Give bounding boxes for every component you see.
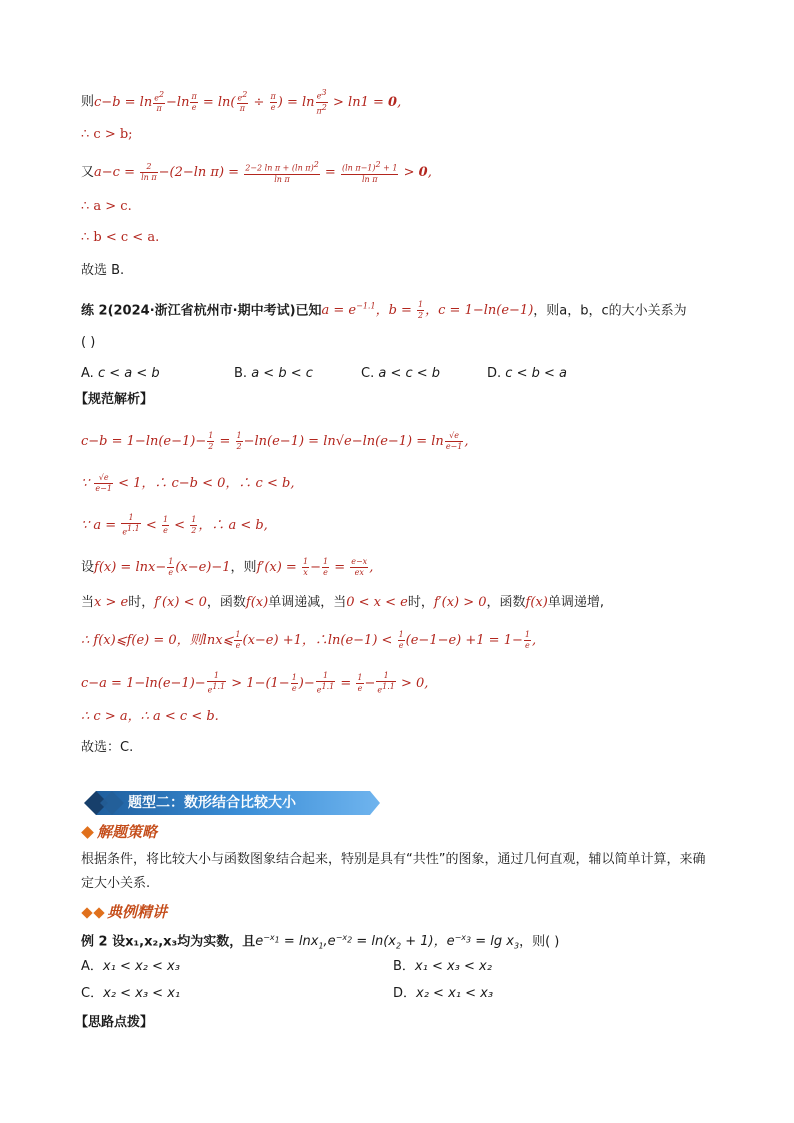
example-heading: 典例精讲 — [83, 902, 167, 922]
option-c: C. a < c < b — [361, 366, 441, 381]
option-b: B. a < b < c — [234, 366, 313, 381]
analysis-line-1: c−b = 1−ln(e−1)− $\frac{1}{2}$ = $\frac{1}{2}$ −ln(e−1) = ln√e−ln(e−1) = ln $\frac{√e}{e-1}$ , — [81, 431, 469, 451]
analysis-line-3: ∵ a = $\frac{1}{e^{1.1}}$ < $\frac{1}{e}$ < $\frac{1}{2}$ ，∴ a < b, — [81, 513, 268, 537]
example-option-d: D．x₂ < x₁ < x₃ — [393, 986, 494, 1001]
analysis-line-7: c−a = 1−ln(e−1)− $\frac{1}{e^{1.1}}$ > 1−(1− $\frac{1}{e}$ )− $\frac{1}{e^{1.1}}$ = $\frac{1}{e}$ − $\frac{1}{e^{1.1}}$ > 0, — [81, 671, 429, 695]
diamond-icon — [81, 907, 92, 918]
answer-c: 故选：C. — [81, 740, 134, 755]
example-2-stem: 例 2 设x₁,x₂,x₃均为实数，且$e^{-x_1} = \ln x_1,e^{-x_2} = \ln(x_2 + 1)$，$e^{-x_3} = \lg x_3$，则( ) — [81, 933, 560, 951]
analysis-line-8: ∴ c > a，∴ a < c < b. — [81, 709, 219, 724]
strategy-heading: 解题策略 — [83, 822, 157, 842]
analysis-title: 【规范解析】 — [75, 392, 154, 407]
line-a-minus-c: 又a−c = $\frac{2}{\text{ln π}}$ −(2−ln π) = $\frac{2-2 \ln \pi + (\ln \pi)^2}{\text{ln π}}$ = $\frac{(\ln \pi-1)^2 + 1}{\text{ln π}}$ > 0, — [81, 160, 432, 184]
analysis-line-2: ∵ $\frac{√e}{e-1}$ < 1，∴ c−b < 0，∴ c < b, — [81, 473, 295, 493]
diamond-icon — [93, 907, 104, 918]
option-d: D. c < b < a — [487, 366, 567, 381]
answer-b: 故选 B. — [81, 263, 125, 278]
analysis-line-5: 当x > e时，f′(x) < 0，函数f(x)单调递减，当0 < x < e时，f′(x) > 0，函数f(x)单调递增, — [81, 595, 604, 610]
hint-title: 【思路点拨】 — [75, 1015, 154, 1030]
analysis-line-4: 设f(x) = lnx− $\frac{1}{e}$ (x−e)−1，则f′(x) = $\frac{1}{x}$ − $\frac{1}{e}$ = $\frac{e-x}{ex}$ , — [81, 557, 374, 577]
line-c-gt-b: ∴ c > b; — [81, 127, 133, 142]
example-option-a: A．x₁ < x₂ < x₃ — [81, 959, 180, 974]
banner-title: 题型二：数形结合比较大小 — [128, 795, 296, 811]
strategy-text: 根据条件，将比较大小与函数图象结合起来，特别是具有“共性”的图象，通过几何直观，辅以简单计算，来确定大小关系. — [81, 852, 706, 891]
exercise-2-paren: ( ) — [81, 335, 96, 350]
line-b-lt-c-lt-a: ∴ b < c < a. — [81, 230, 160, 245]
example-option-b: B．x₁ < x₃ < x₂ — [393, 959, 492, 974]
line-a-gt-c: ∴ a > c. — [81, 199, 132, 214]
line-c-minus-b: 则c−b = ln $\frac{e^2}{\pi}$ −ln $\frac{\pi}{e}$ = ln( $\frac{e^2}{\pi}$ ÷ $\frac{\pi}{e}$ ) = ln $\frac{e^3}{\pi^2}$ > ln1 = 0, — [81, 88, 402, 116]
analysis-line-6: ∴ f(x)⩽f(e) = 0，则lnx⩽ $\frac{1}{e}$ (x−e) +1，∴ln(e−1) < $\frac{1}{e}$ (e−1−e) +1 = 1− $\frac{1}{e}$ , — [81, 630, 537, 650]
option-a: A. c < a < b — [81, 366, 160, 381]
exercise-2-stem: 练 2(2024·浙江省杭州市·期中考试)已知$a = e^{-1.1}$，b = $\frac{1}{2}$ ，c = 1−ln(e−1)，则a，b，c的大小关系为 — [81, 300, 687, 321]
example-option-c: C．x₂ < x₃ < x₁ — [81, 986, 181, 1001]
diamond-icon — [81, 826, 94, 839]
